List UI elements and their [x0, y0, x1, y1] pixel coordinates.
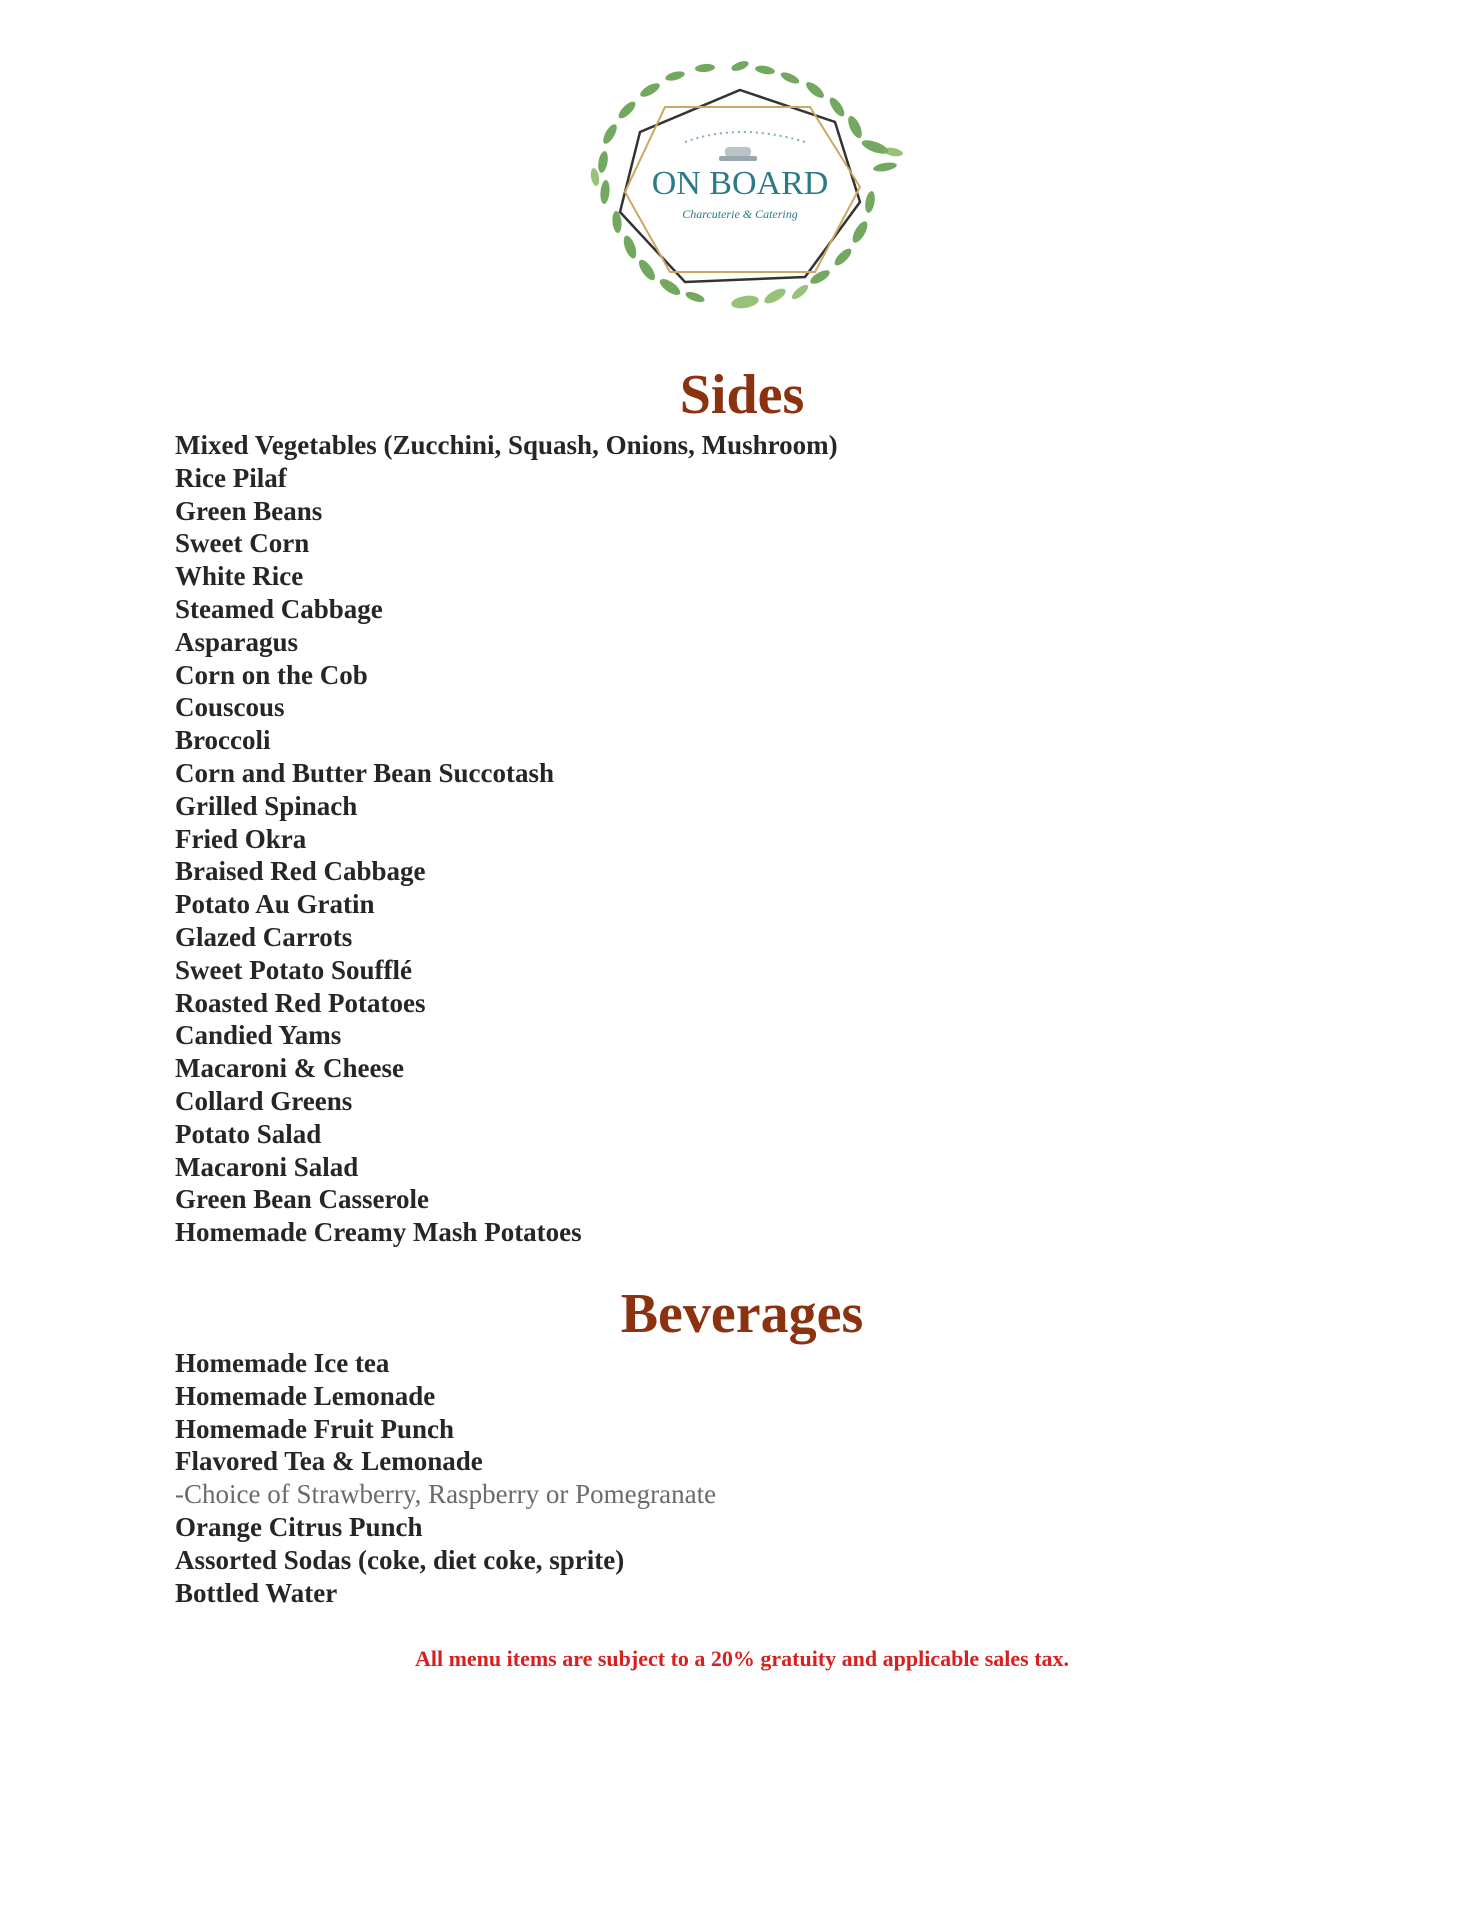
sides-list	[175, 429, 838, 1249]
list-item: Bottled Water	[175, 1577, 338, 1608]
logo-tagline-text: Charcuterie & Catering	[682, 207, 798, 221]
list-item: Couscous	[175, 692, 285, 723]
list-item: Homemade Lemonade	[175, 1380, 436, 1411]
sides-heading: Sides	[679, 364, 805, 426]
logo-brand-text: ON BOARD	[651, 165, 829, 202]
list-item: Glazed Carrots	[175, 921, 353, 952]
list-item: Collard Greens	[175, 1085, 353, 1116]
list-item: Corn on the Cob	[175, 659, 368, 690]
list-item: Asparagus	[175, 626, 299, 657]
list-item: Green Beans	[175, 495, 323, 526]
list-item: Flavored Tea & Lemonade	[175, 1446, 483, 1477]
list-item: Mixed Vegetables (Zucchini, Squash, Onions, Mushroom)	[175, 430, 838, 460]
list-item: Potato Salad	[175, 1118, 322, 1149]
list-item: Homemade Fruit Punch	[175, 1413, 454, 1444]
list-item: Corn and Butter Bean Succotash	[175, 757, 555, 788]
list-item: Sweet Potato Soufflé	[175, 954, 412, 985]
beverages-heading: Beverages	[620, 1283, 864, 1345]
list-item: White Rice	[175, 561, 304, 592]
beverages-list	[175, 1347, 716, 1609]
list-item: Braised Red Cabbage	[175, 856, 426, 887]
list-item: Steamed Cabbage	[175, 593, 383, 624]
on-board-logo	[575, 52, 905, 322]
list-item: Rice Pilaf	[175, 462, 287, 493]
list-item: Macaroni & Cheese	[175, 1053, 404, 1084]
list-item: Macaroni Salad	[175, 1151, 359, 1182]
list-item: Potato Au Gratin	[175, 889, 375, 920]
gratuity-disclaimer: All menu items are subject to a 20% gratuity and applicable sales tax.	[414, 1646, 1070, 1671]
list-item: Grilled Spinach	[175, 790, 358, 821]
list-item: Green Bean Casserole	[175, 1184, 429, 1215]
list-item: Broccoli	[175, 725, 271, 756]
list-item: Sweet Corn	[175, 528, 310, 559]
list-item: Fried Okra	[175, 823, 307, 854]
list-item: Homemade Creamy Mash Potatoes	[175, 1217, 582, 1248]
list-item: Roasted Red Potatoes	[175, 987, 426, 1018]
list-item: Orange Citrus Punch	[175, 1511, 423, 1542]
list-item: Assorted Sodas (coke, diet coke, sprite)	[175, 1544, 625, 1575]
flavor-choice-note: -Choice of Strawberry, Raspberry or Pomegranate	[175, 1479, 717, 1510]
logo-wreath-icon	[575, 52, 905, 322]
list-item: Candied Yams	[175, 1020, 342, 1051]
list-item: Homemade Ice tea	[175, 1348, 390, 1378]
